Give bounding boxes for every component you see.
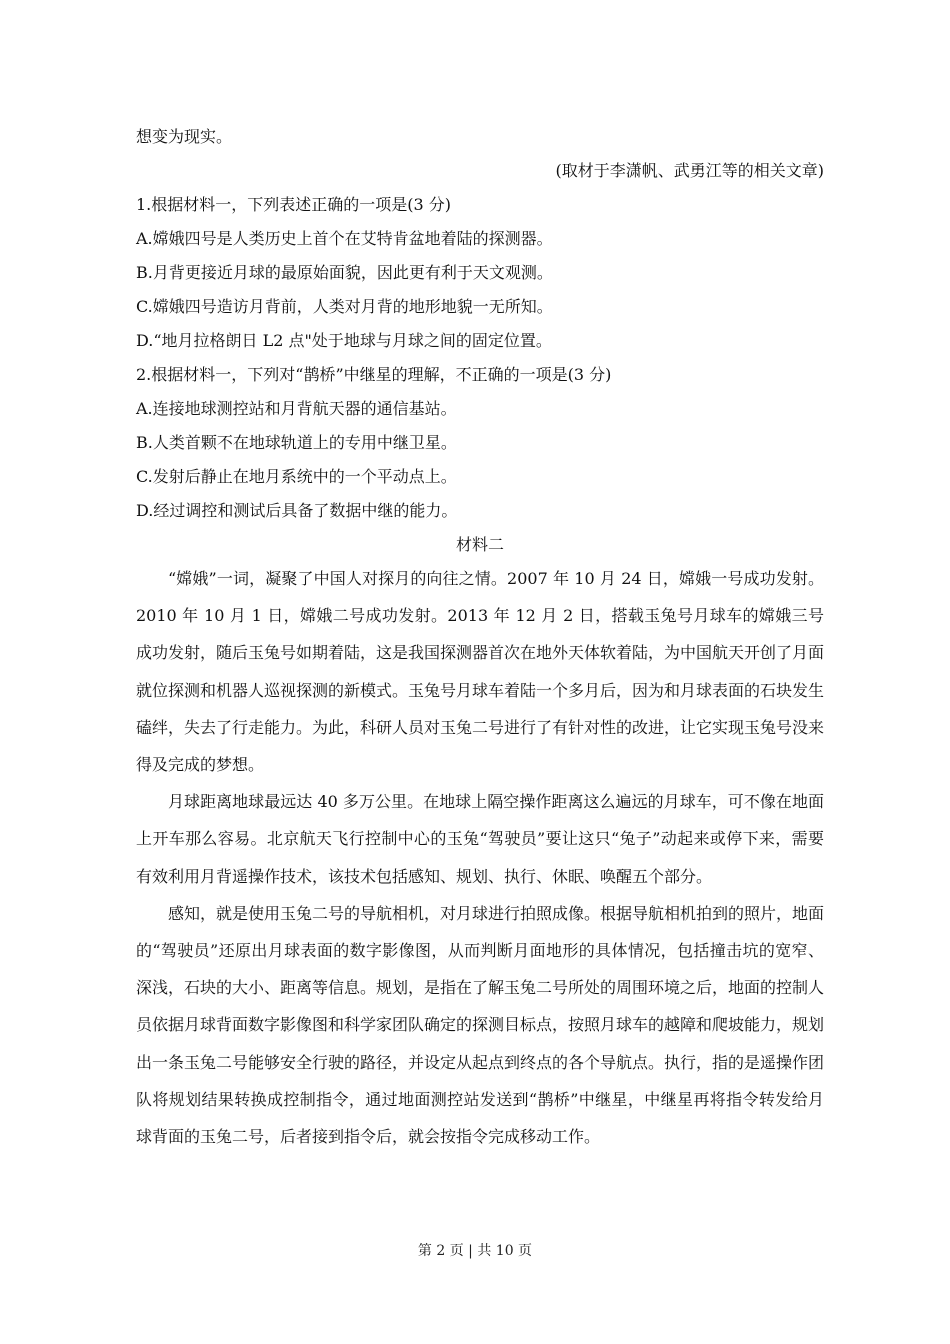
question-2-option-a: A.连接地球测控站和月背航天器的通信基站。 [136, 399, 457, 418]
question-2-option-b: B.人类首颗不在地球轨道上的专用中继卫星。 [136, 433, 457, 452]
question-2-option-c: C.发射后静止在地月系统中的一个平动点上。 [136, 467, 457, 486]
intro-end-line: 想变为现实。 [136, 127, 233, 146]
source-citation: (取材于李潇帆、武勇江等的相关文章) [555, 161, 824, 180]
paragraph-perception-planning: 感知，就是使用玉兔二号的导航相机，对月球进行拍照成像。根据导航相机拍到的照片，地面的“驾驶员”还原出月球表面的数字影像图，从而判断月面地形的具体情况，包括撞击坑的宽窄、深浅，石块的大小、距离等信息。规划，是指在了解玉兔二号所处的周围环境之后，地面的控制人员依据月球背面数字影像图和科学家团队确定的探测目标点，按照月球车的越障和爬坡能力，规划出一条玉兔二号能够安全行驶的路径，并设定从起点到终点的各个导航点。执行，指的是遥操作团队将规划结果转换成控制指令，通过地面测控站发送到“鹊桥”中继星，中继星再将指令转发给月球背面的玉兔二号，后者接到指令后，就会按指令完成移动工作。 [136, 903, 825, 1147]
question-1-option-c: C.嫦娥四号造访月背前，人类对月背的地形地貌一无所知。 [136, 297, 553, 316]
section-title: 材料二 [455, 535, 504, 554]
paragraph-teleoperation: 月球距离地球最远达 40 多万公里。在地球上隔空操作距离这么遍远的月球车，可不像在地面上开车那么容易。北京航天飞行控制中心的玉兔“驾驶员”要让这只“兔子”动起来或停下来，需要有效利用月背遥操作技术，该技术包括感知、规划、执行、休眠、唤醒五个部分。 [136, 792, 824, 886]
question-1: 1.根据材料一，下列表述正确的一项是(3 分) [136, 195, 452, 214]
question-1-option-d: D.“地月拉格朗日 L2 点"处于地球与月球之间的固定位置。 [136, 331, 552, 350]
question-2: 2.根据材料一，下列对“鹊桥”中继星的理解，不正确的一项是(3 分) [136, 365, 612, 384]
page-footer: 第 2 页 | 共 10 页 [417, 1243, 533, 1259]
page-content [136, 120, 824, 1155]
question-2-option-d: D.经过调控和测试后具备了数据中继的能力。 [136, 501, 458, 520]
paragraph-chang-e-history: “嫦娥”一词，凝聚了中国人对探月的向往之情。2007 年 10 月 24 日，嫦娥一号成功发射。2010 年 10 月 1 日，嫦娥二号成功发射。2013 年 12 月 2 日，搭载玉兔号月球车的嫦娥三号成功发射，随后玉兔号如期着陆，这是我国探测器首次在地外天体软着陆，为中国航天开创了月面就位探测和机器人巡视探测的新模式。玉兔号月球车着陆一个多月后，因为和月球表面的石块发生磕绊，失去了行走能力。为此，科研人员对玉兔二号进行了有针对性的改进，让它实现玉兔号没来得及完成的梦想。 [136, 569, 825, 775]
question-1-option-a: A.嫦娥四号是人类历史上首个在艾特肯盆地着陆的探测器。 [136, 229, 553, 248]
question-1-option-b: B.月背更接近月球的最原始面貌，因此更有利于天文观测。 [136, 263, 553, 282]
